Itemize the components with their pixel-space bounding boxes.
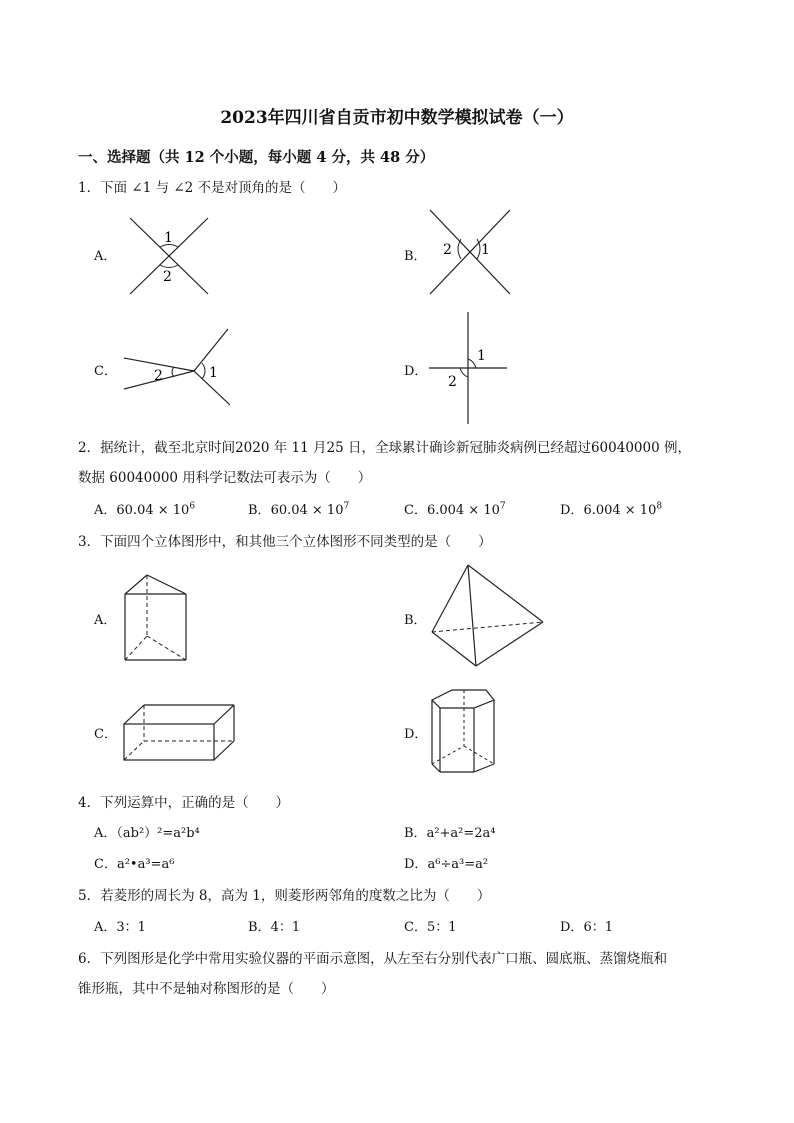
q5-option-b: B．4：1 bbox=[248, 920, 301, 935]
question-2-line-2: 数据 60040000 用科学记数法可表示为（ ） bbox=[78, 470, 372, 486]
q2-option-d: D．$6.004 \times 10^8$ bbox=[560, 501, 663, 518]
q5-option-d: D．6：1 bbox=[560, 920, 613, 935]
q1a-angle-2: 2 bbox=[163, 269, 172, 285]
q5-option-c: C．5：1 bbox=[404, 920, 457, 935]
q3-figure-b-pyramid bbox=[428, 560, 548, 670]
q1-option-b-label: B． bbox=[404, 249, 427, 264]
q1d-angle-1: 1 bbox=[477, 348, 486, 364]
question-4-stem: 4．下列运算中，正确的是（ ） bbox=[78, 795, 290, 811]
q4-option-b: B．a²+a²=2a⁴ bbox=[404, 826, 496, 841]
question-5-stem: 5．若菱形的周长为 8，高为 1，则菱形两邻角的度数之比为（ ） bbox=[78, 888, 491, 904]
q1-figure-c bbox=[120, 325, 235, 407]
q1b-angle-2: 2 bbox=[443, 242, 452, 258]
q3-figure-a-triangular-prism bbox=[120, 570, 192, 664]
q1-figure-a bbox=[125, 212, 215, 296]
q2-option-c: C．$6.004 \times 10^7$ bbox=[404, 501, 506, 518]
q3-figure-c-cuboid bbox=[120, 700, 238, 764]
q3-option-a-label: A． bbox=[94, 613, 117, 628]
q1d-angle-2: 2 bbox=[448, 374, 457, 390]
q3-option-c-label: C． bbox=[94, 727, 117, 742]
q1b-angle-1: 1 bbox=[481, 242, 490, 258]
q3-figure-d-pentagonal-prism bbox=[428, 686, 500, 778]
question-1-stem: 1．下面 ∠1 与 ∠2 不是对顶角的是（ ） bbox=[78, 180, 347, 196]
q1-figure-d bbox=[425, 310, 515, 426]
section-heading: 一、选择题（共 12 个小题，每小题 4 分，共 48 分） bbox=[78, 149, 435, 166]
q1-figure-b bbox=[425, 206, 515, 298]
q2-option-a: A．$60.04 \times 10^6$ bbox=[94, 501, 196, 518]
q1c-angle-2: 2 bbox=[154, 368, 163, 384]
q1-option-c-label: C． bbox=[94, 364, 117, 379]
q1a-angle-1: 1 bbox=[164, 230, 173, 246]
q4-option-d: D．a⁶÷a³=a² bbox=[404, 857, 489, 872]
q1c-angle-1: 1 bbox=[209, 365, 218, 381]
q2-option-b: B．$60.04 \times 10^7$ bbox=[248, 501, 350, 518]
q3-option-d-label: D． bbox=[404, 727, 428, 742]
q5-option-a: A．3：1 bbox=[94, 920, 146, 935]
q4-option-a: A．（ab²）²=a²b⁴ bbox=[94, 826, 200, 841]
q4-option-c: C．a²•a³=a⁶ bbox=[94, 857, 175, 872]
question-3-stem: 3．下面四个立体图形中，和其他三个立体图形不同类型的是（ ） bbox=[78, 534, 492, 550]
question-2-line-1: 2．据统计，截至北京时间2020 年 11 月25 日，全球累计确诊新冠肺炎病例已经超过60040000 例， bbox=[78, 440, 691, 456]
q1-option-a-label: A． bbox=[94, 249, 117, 264]
page-title: 2023年四川省自贡市初中数学模拟试卷（一） bbox=[220, 108, 574, 128]
q1-option-d-label: D． bbox=[404, 364, 428, 379]
question-6-line-1: 6．下列图形是化学中常用实验仪器的平面示意图，从左至右分别代表广口瓶、圆底瓶、蒸馏烧瓶和 bbox=[78, 951, 668, 967]
question-6-line-2: 锥形瓶，其中不是轴对称图形的是（ ） bbox=[78, 981, 335, 997]
q3-option-b-label: B． bbox=[404, 613, 427, 628]
